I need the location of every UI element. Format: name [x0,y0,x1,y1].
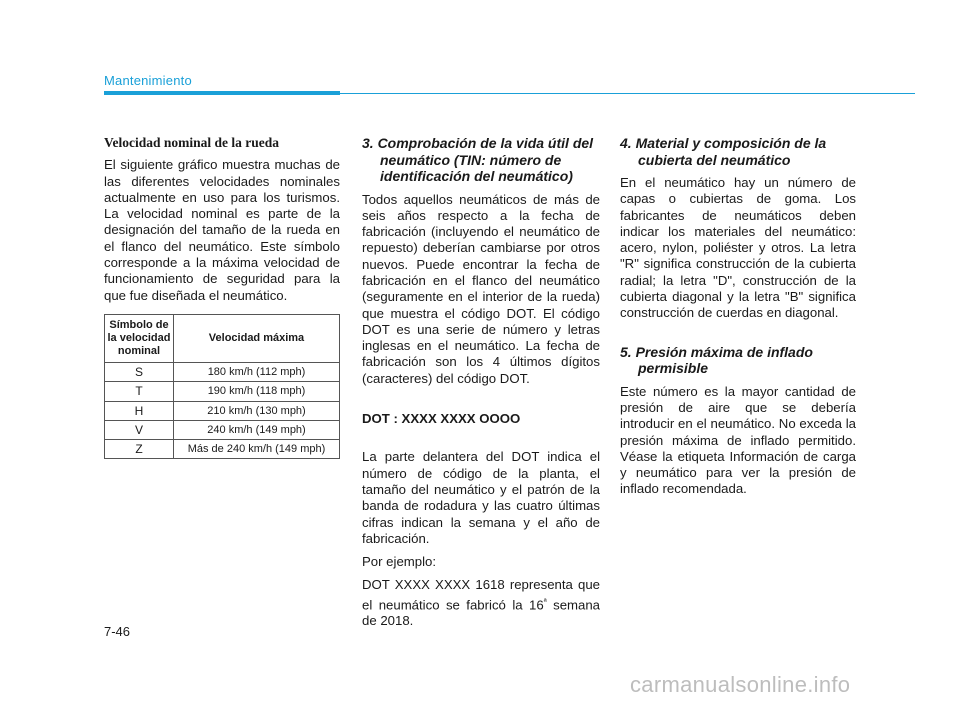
material-heading: 4. Material y composición de la cubierta del neumático [620,135,827,168]
dot-explanation: La parte delantera del DOT indica el número de código de la planta, el tamaño del neumático y el patrón de la banda de rodadura y las cuatro últimas cifras indican la semana y el año de fabricación. [362,449,600,546]
table-row [105,420,340,439]
speed-rating-table [104,314,340,459]
column-3 [620,135,856,505]
table-cell-speed: 190 km/h (118 mph) [174,382,340,401]
section-header: Mantenimiento [104,73,192,88]
tin-heading: 3. Comprobación de la vida útil del neumático (TIN: número de identificación del neumático) [362,135,594,184]
table-cell-symbol: V [105,420,174,439]
table-row [105,362,340,381]
watermark: carmanualsonline.info [630,672,851,697]
table-cell-symbol: S [105,362,174,381]
table-row [105,440,340,459]
table-cell-symbol: T [105,382,174,401]
speed-rating-title: Velocidad nominal de la rueda [104,135,280,150]
header-rule-thick [104,91,340,95]
tin-paragraph: Todos aquellos neumáticos de más de seis años respecto a la fecha de fabricación (incluyendo el neumático de repuesto) deberían cambiarse por otros nuevos. Puede encontrar la fecha de fabricación en el flanco del neumático (seguramente en el interior de la rueda) que muestra el código DOT. El código DOT es una serie de número y letras inglesas en el neumático. La fecha de fabricación son los 4 últimos dígitos (caracteres) del código DOT. [362,191,600,386]
table-cell-speed: 180 km/h (112 mph) [174,362,340,381]
table-cell-symbol: H [105,401,174,420]
table-header-symbol: Símbolo de la velocidad nominal [105,314,174,362]
header-rule-thin [340,93,915,94]
material-paragraph: En el neumático hay un número de capas o cubiertas de goma. Los fabricantes de neumáticos deben indicar los materiales del neumático: acero, nylon, poliéster y otros. La letra "R" significa construcción de la cubierta radial; la letra "D", construcción de la cubierta diagonal y la letra "B" significa construcción de cuerdas en diagonal. [620,175,856,321]
table-cell-speed: 210 km/h (130 mph) [174,401,340,420]
example-text-end: semana de 2018. [362,597,601,629]
ordinal-mark: ª [543,596,547,606]
dot-code: DOT : XXXX XXXX OOOO [362,411,521,427]
example-paragraph [362,577,600,629]
table-row [105,382,340,401]
table-cell-symbol: Z [105,440,174,459]
table-row [105,401,340,420]
pressure-paragraph: Este número es la mayor cantidad de presión de aire que se debería introducir en el neumático. No exceda la presión máxima de inflado permitido. Véase la etiqueta Información de carga y neumático para ver la presión de inflado recomendada. [620,383,856,497]
pressure-heading: 5. Presión máxima de inflado permisible [620,343,813,377]
table-cell-speed: Más de 240 km/h (149 mph) [174,440,340,459]
speed-rating-paragraph: El siguiente gráfico muestra muchas de las diferentes velocidades nominales actualmente en uso para los turismos. La velocidad nominal es parte de la designación del tamaño de la rueda en el flanco del neumático. Este símbolo corresponde a la máxima velocidad de funcionamiento de seguridad para la que fue diseñada el neumático. [104,157,340,303]
table-cell-speed: 240 km/h (149 mph) [174,420,340,439]
page-number: 7-46 [104,624,131,639]
example-text: DOT XXXX XXXX 1618 representa que el neumático se fabricó la 16 [362,577,600,613]
table-header-speed: Velocidad máxima [174,314,340,362]
example-label: Por ejemplo: [362,554,437,570]
column-1 [104,135,340,459]
column-2 [362,135,600,637]
